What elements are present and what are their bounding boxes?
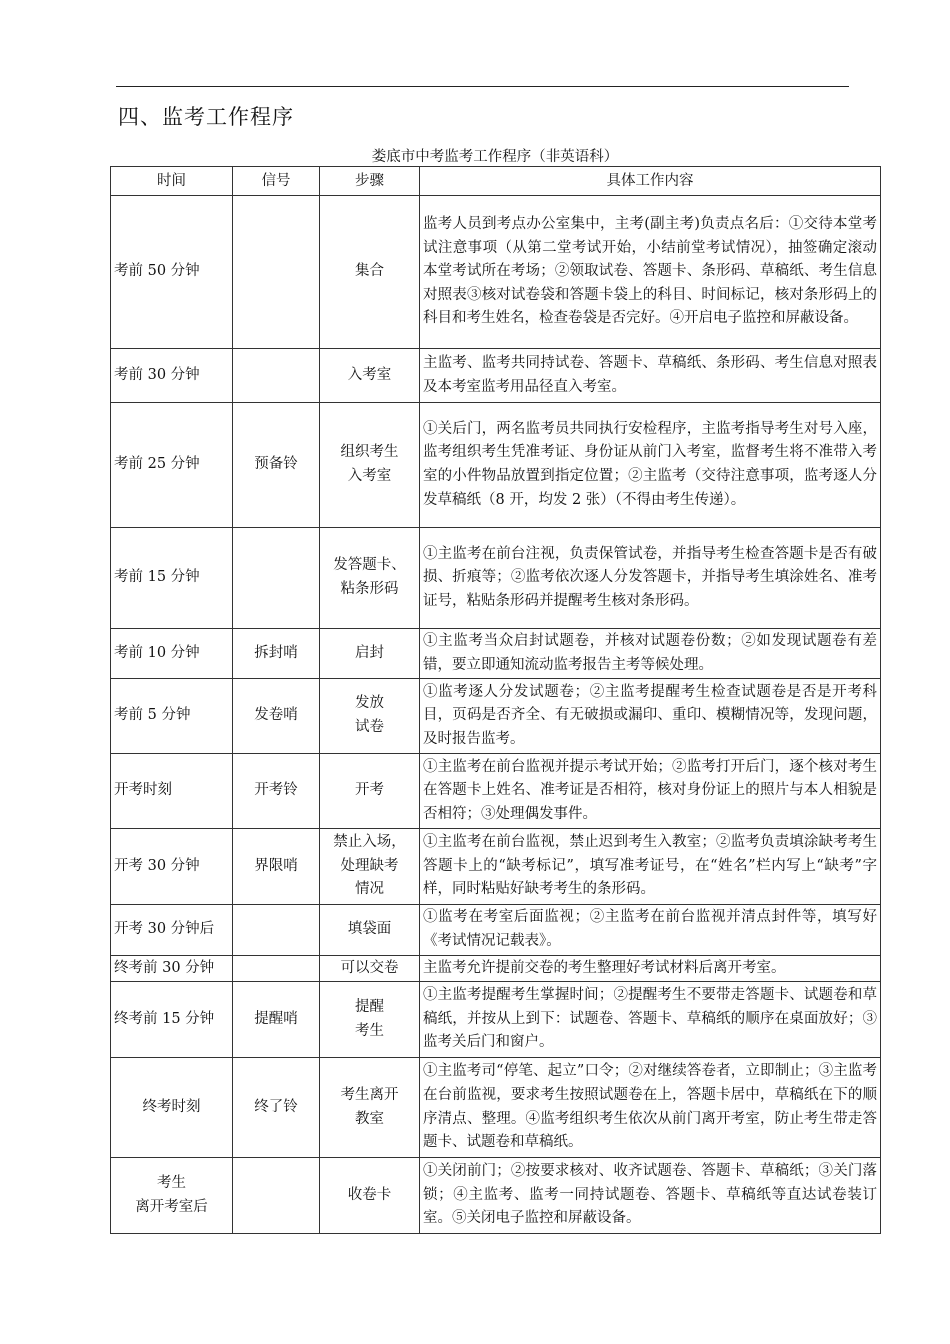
content-cell: ①关后门，两名监考员共同执行安检程序，主监考指导考生对号入座，监考组织考生凭准考证、身份证从前门入考室，监督考生将不准带入考室的小件物品放置到指定位置；②主监考（交待注意事项，监考逐人分发草稿纸（8 开，均发 2 张）（不得由考生传递）。 (420, 403, 881, 528)
signal-cell (233, 196, 320, 349)
table-row (111, 679, 881, 754)
table-row (111, 403, 881, 528)
section-heading: 四、监考工作程序 (118, 105, 294, 129)
time-cell: 开考时刻 (111, 754, 233, 829)
table-row (111, 1158, 881, 1234)
content-cell: 主监考允许提前交卷的考生整理好考试材料后离开考室。 (420, 956, 881, 982)
time-cell: 终考前 30 分钟 (111, 956, 233, 982)
signal-cell (233, 528, 320, 629)
content-cell: ①监考逐人分发试题卷；②主监考提醒考生检查试题卷是否是开考科目，页码是否齐全、有无破损或漏印、重印、模糊情况等，发现问题，及时报告监考。 (420, 679, 881, 754)
signal-cell: 开考铃 (233, 754, 320, 829)
signal-cell: 预备铃 (233, 403, 320, 528)
time-cell: 终考前 15 分钟 (111, 982, 233, 1058)
time-cell: 考前 5 分钟 (111, 679, 233, 754)
step-cell: 考生离开 教室 (320, 1058, 420, 1158)
header-content: 具体工作内容 (420, 167, 881, 196)
time-cell: 开考 30 分钟后 (111, 905, 233, 956)
step-cell: 集合 (320, 196, 420, 349)
table-row (111, 528, 881, 629)
step-cell: 收卷卡 (320, 1158, 420, 1234)
content-cell: ①主监考在前台监视，禁止迟到考生入教室；②监考负责填涂缺考考生答题卡上的“缺考标记”，填写准考证号，在“姓名”栏内写上“缺考”字样，同时粘贴好缺考考生的条形码。 (420, 829, 881, 905)
top-rule (116, 86, 849, 87)
content-cell: ①监考在考室后面监视；②主监考在前台监视并清点封件等，填写好《考试情况记载表》。 (420, 905, 881, 956)
content-cell: 监考人员到考点办公室集中，主考(副主考)负责点名后：①交待本堂考试注意事项（从第二堂考试开始，小结前堂考试情况），抽签确定滚动本堂考试所在考场；②领取试卷、答题卡、条形码、草稿纸、考生信息对照表③核对试卷袋和答题卡袋上的科目、时间标记，核对条形码上的科目和考生姓名，检查卷袋是否完好。④开启电子监控和屏蔽设备。 (420, 196, 881, 349)
procedure-table (110, 166, 881, 1234)
signal-cell: 发卷哨 (233, 679, 320, 754)
table-title: 娄底市中考监考工作程序（非英语科） (371, 149, 619, 165)
table-row (111, 829, 881, 905)
step-cell: 发答题卡、 粘条形码 (320, 528, 420, 629)
step-cell: 可以交卷 (320, 956, 420, 982)
time-cell: 考前 50 分钟 (111, 196, 233, 349)
content-cell: 主监考、监考共同持试卷、答题卡、草稿纸、条形码、考生信息对照表及本考室监考用品径直入考室。 (420, 349, 881, 403)
time-cell: 开考 30 分钟 (111, 829, 233, 905)
signal-cell: 提醒哨 (233, 982, 320, 1058)
step-cell: 禁止入场， 处理缺考 情况 (320, 829, 420, 905)
header-time: 时间 (111, 167, 233, 196)
time-cell: 考生 离开考室后 (111, 1158, 233, 1234)
step-cell: 启封 (320, 629, 420, 679)
time-cell: 终考时刻 (111, 1058, 233, 1158)
table-row (111, 196, 881, 349)
content-cell: ①关闭前门；②按要求核对、收齐试题卷、答题卡、草稿纸；③关门落锁；④主监考、监考一同持试题卷、答题卡、草稿纸等直达试卷装订室。⑤关闭电子监控和屏蔽设备。 (420, 1158, 881, 1234)
time-cell: 考前 30 分钟 (111, 349, 233, 403)
signal-cell (233, 956, 320, 982)
signal-cell (233, 905, 320, 956)
table-row (111, 982, 881, 1058)
table-row (111, 754, 881, 829)
table-row (111, 1058, 881, 1158)
step-cell: 开考 (320, 754, 420, 829)
signal-cell: 拆封哨 (233, 629, 320, 679)
table-row (111, 629, 881, 679)
signal-cell: 界限哨 (233, 829, 320, 905)
step-cell: 填袋面 (320, 905, 420, 956)
header-step: 步骤 (320, 167, 420, 196)
step-cell: 发放 试卷 (320, 679, 420, 754)
step-cell: 组织考生 入考室 (320, 403, 420, 528)
signal-cell (233, 1158, 320, 1234)
content-cell: ①主监考司“停笔、起立”口令；②对继续答卷者，立即制止；③主监考在台前监视，要求考生按照试题卷在上，答题卡居中，草稿纸在下的顺序清点、整理。④监考组织考生依次从前门离开考室，防止考生带走答题卡、试题卷和草稿纸。 (420, 1058, 881, 1158)
content-cell: ①主监考在前台注视，负责保管试卷，并指导考生检查答题卡是否有破损、折痕等；②监考依次逐人分发答题卡，并指导考生填涂姓名、准考证号，粘贴条形码并提醒考生核对条形码。 (420, 528, 881, 629)
step-cell: 提醒 考生 (320, 982, 420, 1058)
content-cell: ①主监考当众启封试题卷，并核对试题卷份数；②如发现试题卷有差错，要立即通知流动监考报告主考等候处理。 (420, 629, 881, 679)
table-row (111, 349, 881, 403)
signal-cell: 终了铃 (233, 1058, 320, 1158)
signal-cell (233, 349, 320, 403)
time-cell: 考前 15 分钟 (111, 528, 233, 629)
step-cell: 入考室 (320, 349, 420, 403)
header-signal: 信号 (233, 167, 320, 196)
table-header-row (111, 167, 881, 196)
time-cell: 考前 25 分钟 (111, 403, 233, 528)
content-cell: ①主监考提醒考生掌握时间；②提醒考生不要带走答题卡、试题卷和草稿纸，并按从上到下：试题卷、答题卡、草稿纸的顺序在桌面放好；③监考关后门和窗户。 (420, 982, 881, 1058)
content-cell: ①主监考在前台监视并提示考试开始；②监考打开后门，逐个核对考生在答题卡上姓名、准考证是否相符，核对身份证上的照片与本人相貌是否相符；③处理偶发事件。 (420, 754, 881, 829)
table-row (111, 905, 881, 956)
table-row (111, 956, 881, 982)
time-cell: 考前 10 分钟 (111, 629, 233, 679)
